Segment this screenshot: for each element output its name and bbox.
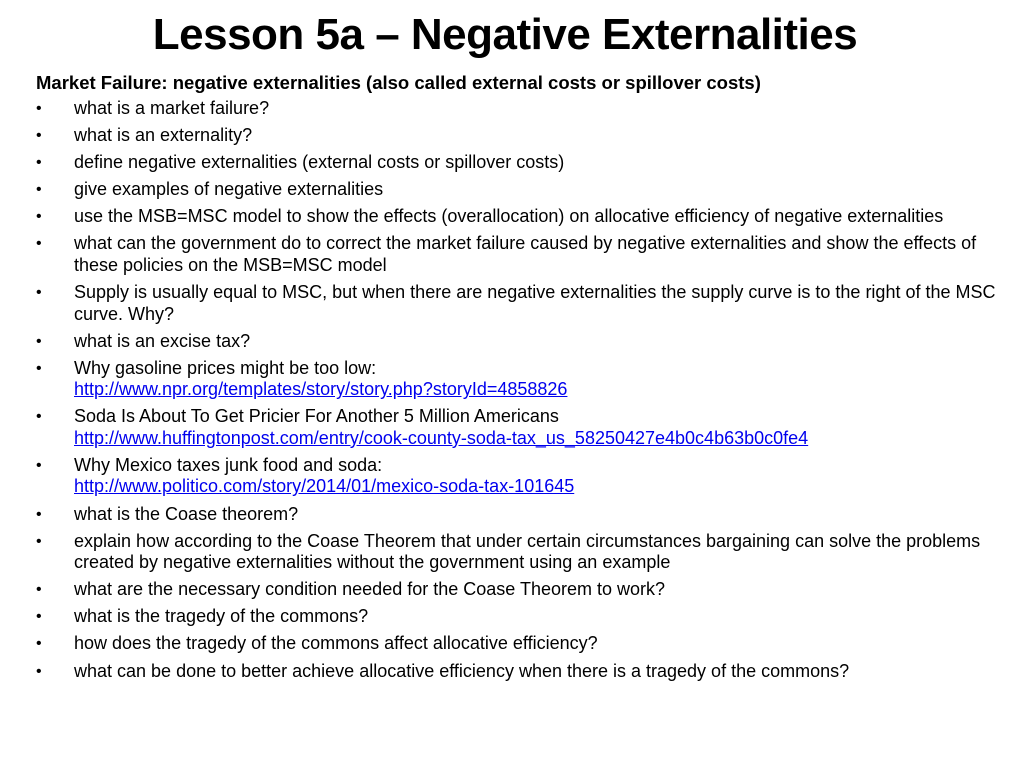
list-item-text: what are the necessary condition needed for the Coase Theorem to work? [74, 579, 666, 600]
list-item [36, 98, 1011, 120]
list-item [36, 152, 1011, 174]
list-item [36, 206, 1011, 228]
list-item-text: what is an excise tax? [74, 330, 251, 351]
list-item [36, 358, 1011, 401]
list-item [36, 331, 1011, 353]
bullet-list [36, 98, 1011, 682]
list-item [36, 633, 1011, 655]
list-item [36, 606, 1011, 628]
bullet-icon: • [36, 100, 42, 117]
list-item [36, 233, 1011, 276]
slide-content [36, 70, 1011, 688]
bullet-icon: • [36, 154, 42, 172]
list-item-text: Soda Is About To Get Pricier For Another 5 Million Americans [74, 406, 559, 427]
bullet-icon: • [36, 359, 42, 377]
bullet-icon: • [36, 408, 42, 426]
npr-gasoline-link[interactable]: http://www.npr.org/templates/story/story.php?storyId=4858826 [74, 379, 568, 400]
bullet-icon: • [36, 608, 42, 626]
list-item [36, 125, 1011, 147]
list-item [36, 531, 1011, 574]
list-item [36, 579, 1011, 601]
list-item-text: Why Mexico taxes junk food and soda: [74, 454, 383, 475]
list-item-text: Supply is usually equal to MSC, but when there are negative externalities the supply curve is to the right of the MSC curve. Why? [74, 282, 996, 324]
section-heading: Market Failure: negative externalities (also called external costs or spillover costs) [36, 72, 761, 93]
list-item [36, 179, 1011, 201]
list-item-text: explain how according to the Coase Theorem that under certain circumstances bargaining can solve the problems created by negative externalities without the government using an example [74, 530, 981, 573]
list-item-text: how does the tragedy of the commons affect allocative efficiency? [74, 633, 598, 654]
list-item-text: Why gasoline prices might be too low: [74, 357, 377, 378]
list-item [36, 661, 1011, 683]
list-item-text: use the MSB=MSC model to show the effects (overallocation) on allocative efficiency of negative externalities [74, 206, 944, 227]
list-item-text: what is the tragedy of the commons? [74, 606, 369, 627]
politico-mexico-soda-tax-link[interactable]: http://www.politico.com/story/2014/01/mexico-soda-tax-101645 [74, 476, 575, 497]
bullet-icon: • [36, 332, 42, 350]
list-item-text: what can be done to better achieve allocative efficiency when there is a tragedy of the commons? [74, 660, 850, 681]
bullet-icon: • [36, 235, 42, 253]
list-item-text: what can the government do to correct the market failure caused by negative externalities and show the effects of these policies on the MSB=MSC model [74, 233, 977, 275]
bullet-icon: • [36, 635, 42, 653]
list-item [36, 455, 1011, 498]
list-item-text: define negative externalities (external costs or spillover costs) [74, 152, 565, 173]
bullet-icon: • [36, 456, 42, 474]
list-item-text: what is a market failure? [74, 98, 270, 118]
bullet-icon: • [36, 284, 42, 302]
bullet-icon: • [36, 662, 42, 680]
list-item [36, 504, 1011, 526]
list-item [36, 282, 1011, 325]
bullet-icon: • [36, 505, 42, 523]
bullet-icon: • [36, 532, 42, 550]
list-item-text: what is an externality? [74, 125, 253, 146]
list-item [36, 406, 1011, 449]
slide-title: Lesson 5a – Negative Externalities [152, 10, 858, 59]
bullet-icon: • [36, 208, 42, 226]
list-item-text: what is the Coase theorem? [74, 503, 299, 524]
huffingtonpost-soda-tax-link[interactable]: http://www.huffingtonpost.com/entry/cook-county-soda-tax_us_58250427e4b0c4b63b0c0fe4 [74, 427, 809, 448]
bullet-icon: • [36, 127, 42, 145]
list-item-text: give examples of negative externalities [74, 179, 384, 200]
bullet-icon: • [36, 581, 42, 599]
bullet-icon: • [36, 181, 42, 199]
